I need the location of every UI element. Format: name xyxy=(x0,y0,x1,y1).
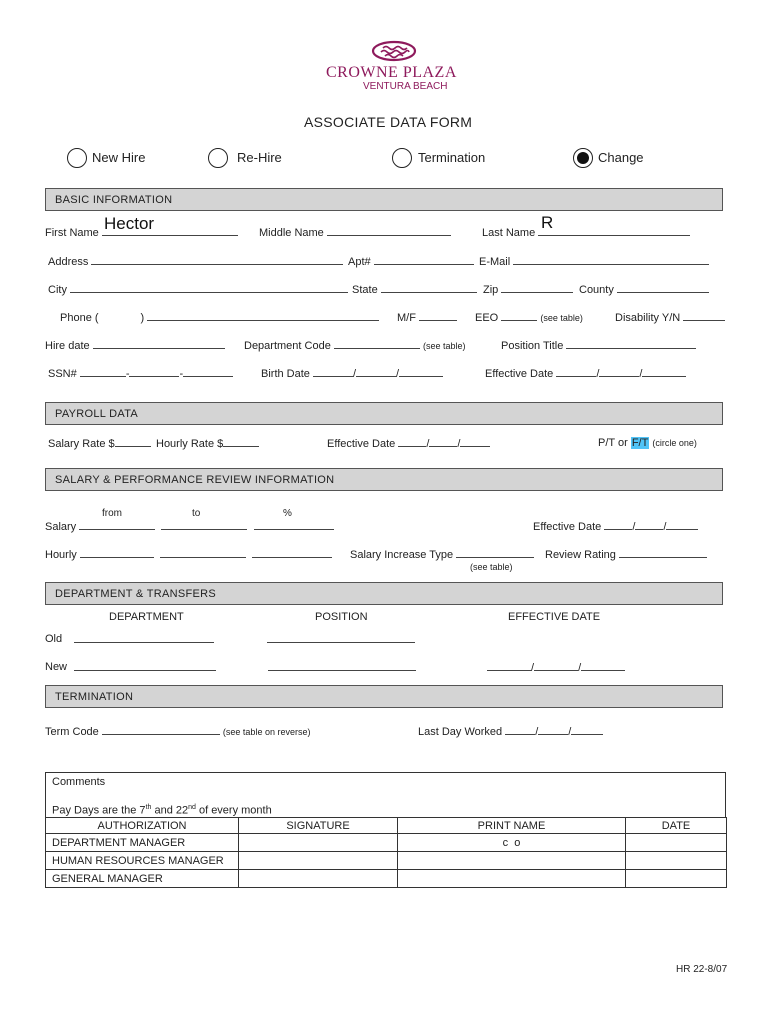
zip-field[interactable] xyxy=(483,283,573,296)
col-department: DEPARTMENT xyxy=(109,611,184,623)
signature-cell[interactable] xyxy=(239,870,398,888)
role-cell: HUMAN RESOURCES MANAGER xyxy=(46,852,239,870)
department-code-field[interactable] xyxy=(244,339,465,352)
table-row xyxy=(46,870,727,888)
salary-label: Salary xyxy=(45,521,77,533)
role-cell: DEPARTMENT MANAGER xyxy=(46,834,239,852)
form-title: ASSOCIATE DATA FORM xyxy=(304,114,473,130)
department-code-label: Department Code xyxy=(244,340,331,352)
hire-date-field[interactable] xyxy=(45,339,225,352)
last-name-label: Last Name xyxy=(482,227,536,239)
pay-days-sup-nd: nd xyxy=(188,804,196,811)
re-hire-label: Re-Hire xyxy=(237,150,282,165)
phone-field[interactable] xyxy=(60,311,379,324)
print-name-cell[interactable] xyxy=(398,870,626,888)
section-basic-information xyxy=(45,188,723,211)
review-rating-field[interactable] xyxy=(545,548,707,561)
section-department-transfers xyxy=(45,582,723,605)
termination-label: Termination xyxy=(418,150,486,165)
header-print-name: PRINT NAME xyxy=(398,818,626,834)
eeo-label: EEO xyxy=(475,312,499,324)
old-label: Old xyxy=(45,633,63,645)
eeo-see-table: (see table) xyxy=(540,313,583,323)
hourly-label: Hourly xyxy=(45,549,77,561)
last-name-value: R xyxy=(541,213,554,232)
new-department-field[interactable] xyxy=(74,661,216,674)
new-effective-date-field[interactable]: / / xyxy=(487,661,625,674)
table-row xyxy=(46,852,727,870)
first-name-value: Hector xyxy=(104,214,155,233)
pay-days-sup-th: th xyxy=(145,804,152,811)
date-cell[interactable] xyxy=(626,852,727,870)
pay-days-note xyxy=(52,804,272,817)
circle-one-note: (circle one) xyxy=(652,438,697,448)
section-title: BASIC INFORMATION xyxy=(55,194,173,206)
city-label: City xyxy=(48,284,67,296)
footer-form-code: HR 22-8/07 xyxy=(676,964,728,975)
hourly-rate-field[interactable] xyxy=(156,437,259,450)
dept-code-see-table: (see table) xyxy=(422,341,466,351)
last-name-field[interactable] xyxy=(482,226,690,239)
payroll-effective-date-field[interactable]: Effective Date / / xyxy=(327,437,490,450)
disability-field[interactable] xyxy=(615,311,725,324)
birth-date-label: Birth Date xyxy=(261,368,310,380)
section-payroll-data xyxy=(45,402,723,425)
term-code-see-reverse: (see table on reverse) xyxy=(222,727,311,737)
ssn-field[interactable]: SSN# - - xyxy=(48,367,233,380)
section-salary-review xyxy=(45,468,723,491)
effective-date-label: Effective Date xyxy=(485,368,554,380)
middle-name-label: Middle Name xyxy=(259,227,324,239)
table-row xyxy=(46,834,727,852)
new-hire-radio[interactable] xyxy=(67,148,87,168)
hourly-rate-label: Hourly Rate $ xyxy=(156,438,224,450)
term-code-label: Term Code xyxy=(45,726,99,738)
role-cell: GENERAL MANAGER xyxy=(46,870,239,888)
pt-ft-selector[interactable] xyxy=(598,437,697,449)
effective-date-field[interactable]: Effective Date / / xyxy=(485,367,686,380)
from-label: from xyxy=(102,508,122,519)
position-title-label: Position Title xyxy=(501,340,564,352)
comments-label: Comments xyxy=(52,776,106,788)
apt-label: Apt# xyxy=(348,256,371,268)
header-date: DATE xyxy=(626,818,727,834)
county-label: County xyxy=(579,284,614,296)
salary-rate-field[interactable] xyxy=(48,437,151,450)
email-label: E-Mail xyxy=(479,256,511,268)
old-position-field[interactable] xyxy=(267,633,415,646)
to-label: to xyxy=(192,508,201,519)
mf-label: M/F xyxy=(397,312,416,324)
ssn-label: SSN# xyxy=(48,368,77,380)
authorization-header-row xyxy=(46,818,727,834)
new-label: New xyxy=(45,661,68,673)
header-authorization: AUTHORIZATION xyxy=(46,818,239,834)
section-title: SALARY & PERFORMANCE REVIEW INFORMATION xyxy=(55,474,335,486)
phone-label: Phone ( xyxy=(60,312,99,324)
address-field[interactable] xyxy=(48,255,343,268)
wave-logo-icon xyxy=(371,40,417,62)
pay-days-b: and 22 xyxy=(151,804,189,817)
col-position: POSITION xyxy=(315,611,368,623)
state-label: State xyxy=(352,284,378,296)
percent-label: % xyxy=(283,508,292,519)
salary-rate-label: Salary Rate $ xyxy=(48,438,115,450)
email-field[interactable] xyxy=(479,255,709,268)
apt-field[interactable] xyxy=(348,255,474,268)
print-name-cell[interactable] xyxy=(398,852,626,870)
ft-highlight: F/T xyxy=(631,437,649,449)
section-title: TERMINATION xyxy=(55,691,134,703)
pay-days-c: of every month xyxy=(195,804,272,817)
term-code-field[interactable] xyxy=(45,725,310,738)
city-field[interactable] xyxy=(48,283,348,296)
last-day-worked-field[interactable]: Last Day Worked / / xyxy=(418,725,603,738)
brand-location: VENTURA BEACH xyxy=(363,81,448,92)
signature-cell[interactable] xyxy=(239,852,398,870)
eeo-field[interactable] xyxy=(475,311,583,324)
review-effective-date-field[interactable]: Effective Date / / xyxy=(533,520,698,533)
old-department-field[interactable] xyxy=(74,633,214,646)
authorization-table xyxy=(45,817,727,888)
increase-type-see-table: (see table) xyxy=(470,562,513,572)
last-day-worked-label: Last Day Worked xyxy=(418,726,503,738)
state-field[interactable] xyxy=(352,283,477,296)
termination-radio[interactable] xyxy=(392,148,412,168)
date-cell[interactable] xyxy=(626,870,727,888)
change-label: Change xyxy=(598,150,644,165)
brand-name: CROWNE PLAZA xyxy=(326,64,457,81)
first-name-label: First Name xyxy=(45,227,99,239)
signature-cell[interactable] xyxy=(239,834,398,852)
salary-increase-type-label: Salary Increase Type xyxy=(350,549,454,561)
review-effective-date-label: Effective Date xyxy=(533,521,602,533)
salary-review-row[interactable] xyxy=(45,520,334,533)
header-signature: SIGNATURE xyxy=(239,818,398,834)
print-name-cell[interactable]: c o xyxy=(398,834,626,852)
county-field[interactable] xyxy=(579,283,709,296)
payroll-effective-date-label: Effective Date xyxy=(327,438,396,450)
position-title-field[interactable] xyxy=(501,339,696,352)
middle-name-field[interactable] xyxy=(259,226,451,239)
pt-or-label: P/T or xyxy=(598,437,628,449)
col-effective-date: EFFECTIVE DATE xyxy=(508,611,601,623)
new-position-field[interactable] xyxy=(268,661,416,674)
mf-field[interactable] xyxy=(397,311,457,324)
section-termination xyxy=(45,685,723,708)
review-rating-label: Review Rating xyxy=(545,549,616,561)
hourly-review-row[interactable] xyxy=(45,548,332,561)
new-hire-label: New Hire xyxy=(92,150,146,165)
re-hire-radio[interactable] xyxy=(208,148,228,168)
section-title: PAYROLL DATA xyxy=(55,408,139,420)
date-cell[interactable] xyxy=(626,834,727,852)
change-radio[interactable] xyxy=(573,148,593,168)
address-label: Address xyxy=(48,256,89,268)
zip-label: Zip xyxy=(483,284,499,296)
hire-date-label: Hire date xyxy=(45,340,90,352)
section-title: DEPARTMENT & TRANSFERS xyxy=(55,588,217,600)
birth-date-field[interactable]: Birth Date / / xyxy=(261,367,443,380)
disability-label: Disability Y/N xyxy=(615,312,681,324)
salary-increase-type-field[interactable] xyxy=(350,548,534,561)
pay-days-a: Pay Days are the 7 xyxy=(52,804,146,817)
phone-close: ) xyxy=(140,312,145,324)
